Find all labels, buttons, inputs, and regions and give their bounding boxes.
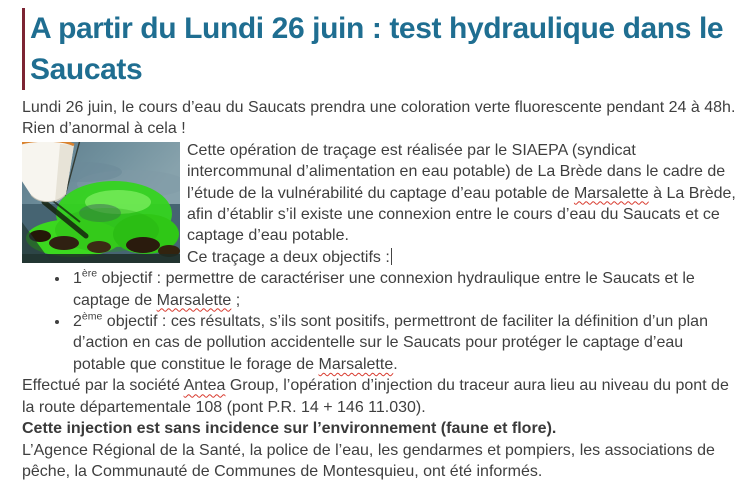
spellcheck-word-marsalette-2: Marsalette (157, 292, 232, 309)
objectives-list (22, 268, 736, 375)
objective-2-ordinal-suffix: ème (82, 311, 102, 323)
intro-paragraph: Lundi 26 juin, le cours d’eau du Saucats prendra une coloration verte fluorescente pendant 24 à 48h. Rien d’anormal à cela ! (22, 97, 736, 140)
operation-text-2: Group, l’opération d’injection du traceur aura lieu au niveau du pont de la route départementale 108 (pont P.R. 14 + 146 11.030). (22, 377, 729, 415)
objective-1-ordinal-suffix: ère (82, 268, 97, 280)
objective-1-number: 1 (73, 270, 82, 287)
objective-2-number: 2 (73, 313, 82, 330)
tracing-text-1: Cette opération de traçage est réalisée par le SIAEPA (syndicat intercommunal d’alimentation en eau potable) de La Brède dans le cadre de l’étude de la vulnérabilité du captage d’eau potable de (187, 142, 725, 202)
environment-notice: Cette injection est sans incidence sur l’environnement (faune et flore). (22, 418, 736, 439)
spellcheck-word-marsalette-3: Marsalette (319, 356, 394, 373)
objective-2-text: objectif : ces résultats, s’ils sont positifs, permettront de faciliter la définition d’un plan d’action en cas de pollution accidentelle sur le Saucats pour protéger le captage d’eau potable que constitue le forage de (73, 313, 708, 373)
operation-paragraph (22, 375, 736, 418)
informed-paragraph: L’Agence Régional de la Santé, la police de l’eau, les gendarmes et pompiers, les associations de pêche, la Communauté de Communes de Montesquieu, ont été informés. (22, 440, 736, 482)
objective-1-text-end: ; (231, 292, 240, 309)
green-dye-water-image (22, 142, 180, 263)
objective-2-text-end: . (393, 356, 397, 373)
text-caret (391, 248, 392, 265)
objectives-intro-line: Ce traçage a deux objectifs : (187, 249, 390, 266)
objective-item-2 (70, 311, 736, 375)
article-photo[interactable] (22, 142, 180, 263)
objective-1-text: objectif : permettre de caractériser une connexion hydraulique entre le Saucats et le captage de (73, 270, 695, 308)
page-title: A partir du Lundi 26 juin : test hydraulique dans le Saucats (22, 8, 736, 90)
spellcheck-word-marsalette-1: Marsalette (574, 185, 649, 202)
operation-text-1: Effectué par la société (22, 377, 184, 394)
objective-item-1 (70, 268, 736, 311)
tracing-text-2: à La Brède, afin d’établir s’il existe une connexion entre le cours d’eau du Saucats et ce captage d’eau potable. (187, 185, 736, 245)
spellcheck-word-antea: Antea (184, 377, 226, 394)
